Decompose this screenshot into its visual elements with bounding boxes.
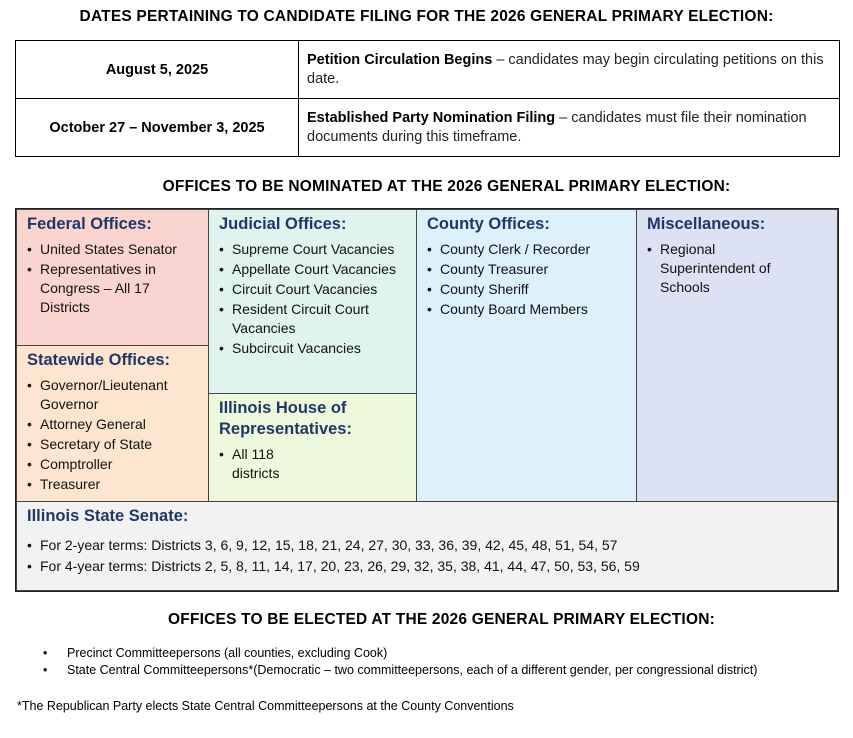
section-title: Illinois State Senate: <box>27 507 189 525</box>
offices-elected-heading: OFFICES TO BE ELECTED AT THE 2026 GENERAL PRIMARY ELECTION: <box>168 611 715 628</box>
list-item: • All 118 districts <box>219 445 302 483</box>
section-title: Statewide Offices: <box>27 351 171 369</box>
list-item: • For 2-year terms: Districts 3, 6, 9, 12, 15, 18, 21, 24, 27, 30, 33, 36, 39, 42, 45, 48, 51, 54, 57 <box>27 536 827 555</box>
section-title: Miscellaneous: <box>647 215 766 233</box>
list-item: • United States Senator <box>27 240 198 259</box>
offices-grid <box>15 208 839 592</box>
description-title: Petition Circulation Begins <box>307 51 493 68</box>
footnote: *The Republican Party elects State Central Committeepersons at the County Conventions <box>17 699 514 713</box>
section-title: Federal Offices: <box>27 215 152 233</box>
list-item: • County Treasurer <box>427 260 626 279</box>
section-title: Judicial Offices: <box>219 215 347 233</box>
section-title: County Offices: <box>427 215 550 233</box>
description-title: Established Party Nomination Filing <box>307 109 556 126</box>
statewide-offices-section <box>16 345 209 502</box>
list-item: • Resident Circuit Court Vacancies <box>219 300 406 338</box>
illinois-house-section <box>208 393 417 502</box>
elected-list <box>40 645 757 679</box>
dates-heading: DATES PERTAINING TO CANDIDATE FILING FOR THE 2026 GENERAL PRIMARY ELECTION: <box>79 8 774 25</box>
dates-table <box>15 40 840 157</box>
section-title: Illinois House of Representatives: <box>219 399 352 438</box>
date-cell: October 27 – November 3, 2025 <box>16 99 299 157</box>
list-item: • Appellate Court Vacancies <box>219 260 406 279</box>
description-cell <box>299 99 840 157</box>
list-item: • Regional Superintendent of Schools <box>647 240 790 297</box>
list-item: • State Central Committeepersons*(Democratic – two committeepersons, each of a different gender, per congressional district) <box>40 662 757 679</box>
list-item: • For 4-year terms: Districts 2, 5, 8, 11, 14, 17, 20, 23, 26, 29, 32, 35, 38, 41, 44, 47, 50, 53, 56, 59 <box>27 557 827 576</box>
list-item: • Secretary of State <box>27 435 198 454</box>
miscellaneous-section <box>636 209 838 502</box>
list-item: • Precinct Committeepersons (all counties, excluding Cook) <box>40 645 757 662</box>
description-text: – candidates must file their nomination documents during this timeframe. <box>307 109 807 145</box>
offices-nominated-heading: OFFICES TO BE NOMINATED AT THE 2026 GENERAL PRIMARY ELECTION: <box>162 178 731 195</box>
description-text: – candidates may begin circulating petitions on this date. <box>307 51 824 87</box>
table-row <box>16 99 840 157</box>
illinois-senate-section <box>16 501 838 591</box>
list-item: • County Board Members <box>427 300 626 319</box>
list-item: • Circuit Court Vacancies <box>219 280 406 299</box>
list-item: • Representatives in Congress – All 17 Districts <box>27 260 198 317</box>
county-offices-section <box>416 209 637 502</box>
list-item: • Attorney General <box>27 415 198 434</box>
list-item: • Comptroller <box>27 455 198 474</box>
list-item: • Supreme Court Vacancies <box>219 240 406 259</box>
list-item: • Treasurer <box>27 475 198 494</box>
judicial-offices-section <box>208 209 417 394</box>
description-cell <box>299 41 840 99</box>
list-item: • Subcircuit Vacancies <box>219 339 406 358</box>
list-item: • County Clerk / Recorder <box>427 240 626 259</box>
federal-offices-section <box>16 209 209 346</box>
list-item: • Governor/Lieutenant Governor <box>27 376 198 414</box>
table-row <box>16 41 840 99</box>
date-cell: August 5, 2025 <box>16 41 299 99</box>
list-item: • County Sheriff <box>427 280 626 299</box>
